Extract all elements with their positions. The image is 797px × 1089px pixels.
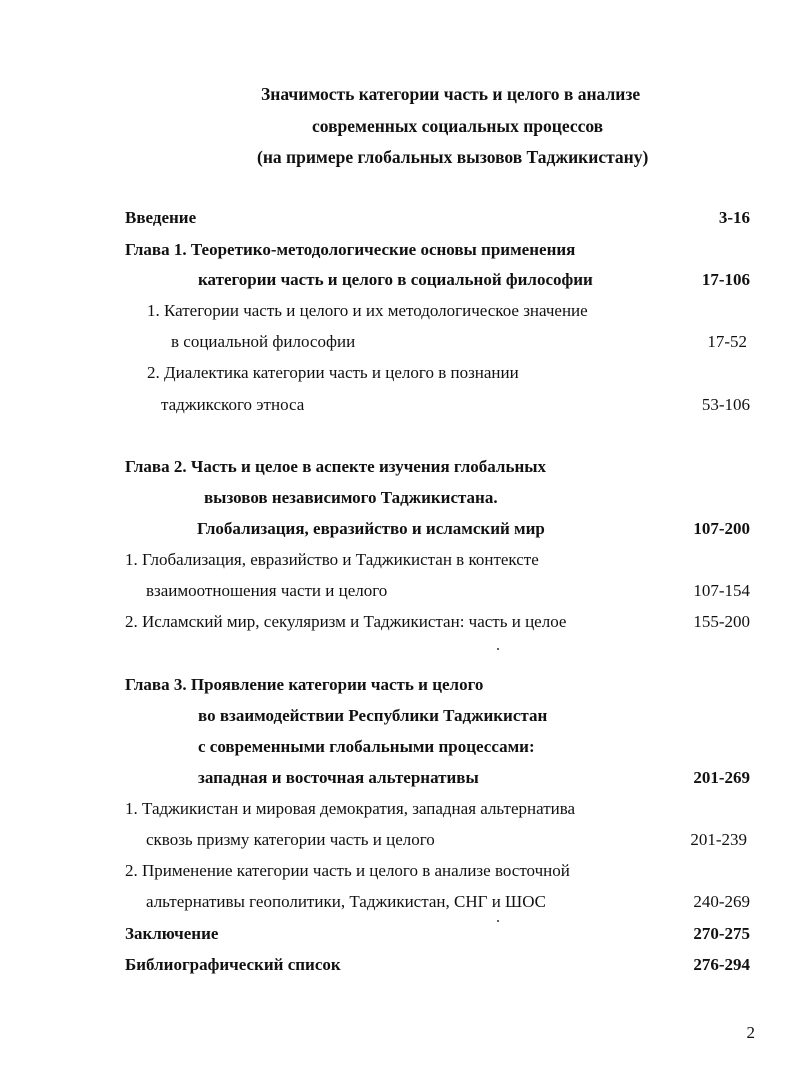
scan-speck <box>497 920 499 922</box>
toc-chapter2-line1: Глава 2. Часть и целое в аспекте изучения глобальных <box>125 457 547 476</box>
toc-bibliography-label: Библиографический список <box>125 955 341 974</box>
toc-chapter1-sec1-pages: 17-52 <box>707 332 747 351</box>
title-line-1: Значимость категории часть и целого в анализе <box>261 84 641 104</box>
toc-chapter3-sec2-line2: альтернативы геополитики, Таджикистан, СНГ и ШОС <box>146 892 547 911</box>
toc-conclusion-label: Заключение <box>125 924 219 943</box>
toc-chapter2-sec1-line1: 1. Глобализация, евразийство и Таджикистан в контексте <box>125 550 539 569</box>
toc-chapter3-line2: во взаимодействии Республики Таджикистан <box>198 706 548 725</box>
scan-speck <box>497 648 499 650</box>
toc-chapter1-sec2-line1: 2. Диалектика категории часть и целого в познании <box>147 363 519 382</box>
toc-chapter1-sec2-line2: таджикского этноса <box>161 395 305 414</box>
title-line-2: современных социальных процессов <box>312 116 604 136</box>
toc-bibliography-pages: 276-294 <box>693 955 750 974</box>
toc-chapter2-sec1-line2: взаимоотношения части и целого <box>146 581 388 600</box>
toc-chapter3-sec2-pages: 240-269 <box>693 892 750 911</box>
toc-chapter2-pages: 107-200 <box>693 519 750 538</box>
page-number: 2 <box>746 1023 755 1042</box>
toc-chapter3-line4: западная и восточная альтернативы <box>198 768 479 787</box>
toc-chapter2-sec2-line1: 2. Исламский мир, секуляризм и Таджикистан: часть и целое <box>125 612 567 631</box>
toc-chapter1-sec2-pages: 53-106 <box>701 395 750 414</box>
toc-chapter3-line3: с современными глобальными процессами: <box>198 737 535 756</box>
toc-chapter2-line3: Глобализация, евразийство и исламский мир <box>197 519 545 538</box>
toc-chapter1-sec1-line2: в социальной философии <box>171 332 356 351</box>
toc-chapter1-line2: категории часть и целого в социальной философии <box>198 270 593 289</box>
toc-chapter3-sec1-line2: сквозь призму категории часть и целого <box>146 830 435 849</box>
toc-chapter2-sec1-pages: 107-154 <box>693 581 750 600</box>
toc-intro-label: Введение <box>125 208 197 227</box>
toc-chapter3-pages: 201-269 <box>693 768 750 787</box>
toc-chapter3-sec1-pages: 201-239 <box>690 830 747 849</box>
toc-conclusion-pages: 270-275 <box>693 924 750 943</box>
toc-chapter2-line2: вызовов независимого Таджикистана. <box>204 488 498 507</box>
toc-intro-pages: 3-16 <box>718 208 750 227</box>
toc-chapter3-line1: Глава 3. Проявление категории часть и целого <box>125 675 484 694</box>
title-line-3: (на примере глобальных вызовов Таджикистану) <box>257 147 649 167</box>
toc-chapter1-pages: 17-106 <box>701 270 750 289</box>
toc-chapter3-sec1-line1: 1. Таджикистан и мировая демократия, западная альтернатива <box>125 799 576 818</box>
toc-chapter1-sec1-line1: 1. Категории часть и целого и их методологическое значение <box>147 301 588 320</box>
toc-chapter3-sec2-line1: 2. Применение категории часть и целого в анализе восточной <box>125 861 570 880</box>
toc-chapter2-sec2-pages: 155-200 <box>693 612 750 631</box>
toc-chapter1-line1: Глава 1. Теоретико-методологические основы применения <box>125 240 576 259</box>
